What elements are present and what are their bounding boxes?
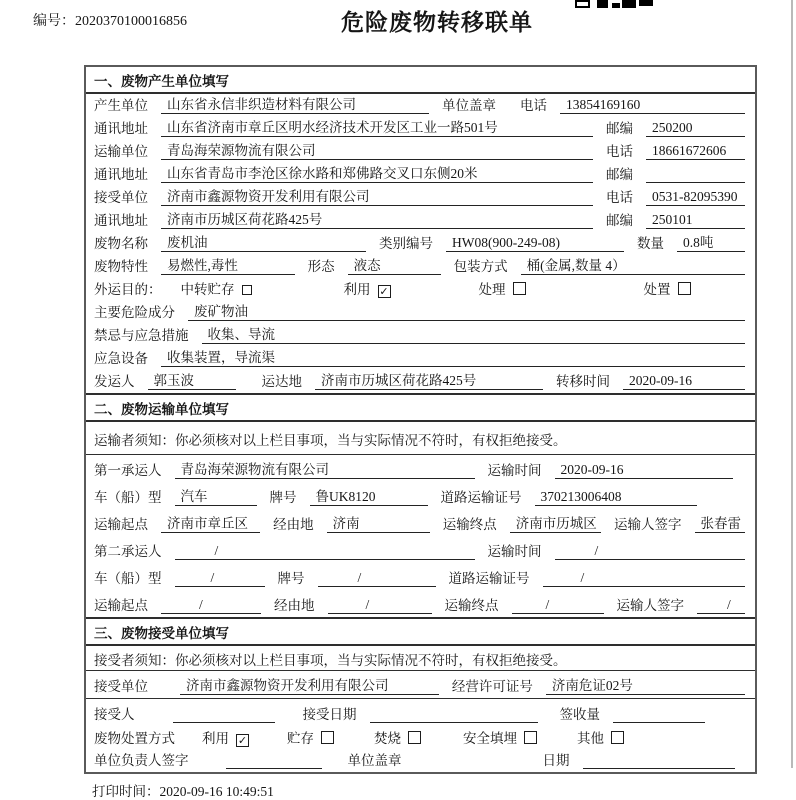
quantity-label: 数量 [637,236,664,251]
phone-label: 电话 [606,190,633,205]
receive-person-label: 接受人 [94,707,135,722]
second-route-via-value: / [328,597,432,614]
waste-trait-value: 易燃性,毒性 [161,254,295,275]
receiver-unit-label: 接受单位 [94,190,148,205]
row-receive-person [86,699,755,726]
row-taboo-measures [86,324,755,347]
carrier-address-value: 山东省青岛市李沧区徐水路和郑佛路交叉口东侧20米 [161,162,593,183]
second-vehicle-type-value: / [175,570,265,587]
form-value: 液态 [348,254,441,275]
route-start-label: 运输起点 [94,598,148,613]
category-code-label: 类别编号 [379,236,433,251]
address-label: 通讯地址 [94,213,148,228]
row-waste-trait [86,255,755,278]
second-plate-value: / [318,570,436,587]
category-code-value: HW08(900-249-08) [446,235,624,252]
row-first-carrier [86,455,755,482]
receiver-address-value: 济南市历城区荷花路425号 [161,208,593,229]
receive-unit-label: 接受单位 [94,679,148,694]
section-receiver-title: 三、废物接受单位填写 [86,617,755,646]
carrier-zip-value [646,166,745,183]
destination-value: 济南市历城区荷花路425号 [315,369,543,390]
carrier-unit-label: 运输单位 [94,144,148,159]
print-time-value: 2020-09-16 10:49:51 [159,784,274,799]
row-carrier-address [86,163,755,186]
first-carrier-value: 青岛海荣源物流有限公司 [175,458,475,479]
section-receiver [86,617,755,772]
first-route-start-value: 济南市章丘区 [161,512,260,533]
second-carrier-value: / [175,543,475,560]
serial-label: 编号： [33,14,75,29]
responsible-sign-value [226,752,322,769]
page-edge [791,0,793,768]
route-start-label: 运输起点 [94,517,148,532]
transporter-sign-label: 运输人签字 [614,517,682,532]
road-permit-label: 道路运输证号 [448,571,530,586]
option-dispose: 处置 [644,278,691,298]
row-receiver-address [86,209,755,232]
receive-date-label: 接受日期 [302,707,357,722]
section-transporter [86,393,755,617]
first-plate-value: 鲁UK8120 [310,485,428,506]
row-carrier-unit [86,140,755,163]
waste-name-value: 废机油 [161,231,366,252]
receiver-unit-value: 济南市鑫源物资开发利用有限公司 [161,185,593,206]
row-first-vehicle [86,482,755,509]
disposal-method-label: 废物处置方式 [94,731,175,746]
second-route-end-value: / [512,597,604,614]
second-route-start-value: / [161,597,261,614]
taboo-measures-value: 收集、导流 [202,323,746,344]
receiver-phone-value: 0531-82095390 [646,189,745,206]
zip-label: 邮编 [606,213,633,228]
waste-trait-label: 废物特性 [94,259,148,274]
transport-time-label: 运输时间 [487,463,542,478]
checkbox-treat [513,282,526,295]
option-disposal-landfill: 安全填埋 [463,727,537,747]
checkbox-disposal-incinerate [408,731,421,744]
serial-value: 2020370100016856 [75,14,187,29]
second-carrier-label: 第二承运人 [94,544,162,559]
first-carrier-label: 第一承运人 [94,463,162,478]
option-disposal-other: 其他 [577,727,624,747]
option-utilize: 利用 ✓ [343,282,389,298]
row-receive-unit [86,671,755,699]
checkbox-disposal-landfill [524,731,537,744]
checkbox-disposal-other [611,731,624,744]
first-transporter-sign-value: 张春雷 [695,512,746,533]
row-waste-name [86,232,755,255]
print-time-label: 打印时间： [92,784,160,799]
seal-date-value [583,752,736,769]
sender-value: 郭玉波 [148,369,236,390]
section-producer [86,67,755,393]
first-route-via-value: 济南 [327,512,430,533]
second-transport-time-value: / [555,543,746,560]
route-end-label: 运输终点 [442,517,497,532]
section-producer-title: 一、废物产生单位填写 [86,67,755,94]
checkbox-dispose [678,282,691,295]
transporter-notice: 运输者须知：你必须核对以上栏目事项，当与实际情况不符时，有权拒绝接受。 [86,422,755,455]
address-label: 通讯地址 [94,167,148,182]
option-disposal-store: 贮存 [287,727,334,747]
page-title: 危险废物转移联单 [341,9,533,35]
hazard-component-value: 废矿物油 [188,300,745,321]
form-label: 形态 [307,259,335,274]
row-producer-address [86,117,755,140]
unit-seal-label: 单位盖章 [442,98,496,113]
checkbox-transit-storage [242,285,252,295]
emergency-equipment-value: 收集装置，导流渠 [161,346,745,367]
checkbox-utilize: ✓ [379,285,389,298]
document-header [0,0,796,65]
address-label: 通讯地址 [94,121,148,136]
row-responsible-sign [86,750,755,772]
quantity-value: 0.8吨 [677,231,745,252]
row-second-vehicle [86,563,755,590]
plate-number-label: 牌号 [277,571,305,586]
zip-label: 邮编 [606,167,633,182]
license-label: 经营许可证号 [451,679,533,694]
row-receiver-unit [86,186,755,209]
unit-seal-label: 单位盖章 [347,753,402,768]
qr-code-fragment-icon [575,0,655,9]
license-value: 济南危证02号 [546,674,745,695]
transfer-time-label: 转移时间 [556,374,610,389]
row-producer-unit [86,94,755,117]
taboo-measures-label: 禁忌与应急措施 [94,328,189,343]
row-first-route [86,509,755,536]
row-second-carrier [86,536,755,563]
first-transport-time-value: 2020-09-16 [555,462,734,479]
receive-person-value [173,706,275,723]
option-transit-storage: 中转贮存 [181,278,252,298]
first-road-permit-value: 370213006408 [535,489,698,506]
vehicle-type-label: 车（船）型 [94,490,162,505]
seal-date-label: 日期 [542,753,570,768]
packaging-value: 桶(金属,数量 4） [521,254,745,275]
first-route-end-value: 济南市历城区 [510,512,601,533]
receipt-amount-value [613,706,705,723]
carrier-unit-value: 青岛海荣源物流有限公司 [161,139,593,160]
transfer-time-value: 2020-09-16 [623,373,745,390]
carrier-phone-value: 18661672606 [646,143,745,160]
destination-label: 运达地 [261,374,302,389]
route-via-label: 经由地 [273,517,314,532]
zip-label: 邮编 [606,121,633,136]
packaging-label: 包装方式 [453,259,508,274]
receipt-amount-label: 签收量 [559,707,600,722]
row-transfer-purpose [86,278,755,301]
vehicle-type-label: 车（船）型 [94,571,162,586]
phone-label: 电话 [606,144,633,159]
receive-unit-value: 济南市鑫源物资开发利用有限公司 [180,674,439,695]
receiver-notice: 接受者须知：你必须核对以上栏目事项，当与实际情况不符时，有权拒绝接受。 [86,646,755,671]
plate-number-label: 牌号 [269,490,297,505]
waste-name-label: 废物名称 [94,236,148,251]
transport-time-label: 运输时间 [487,544,542,559]
hazard-component-label: 主要危险成分 [94,305,175,320]
purpose-label: 外运目的： [94,282,162,297]
option-disposal-utilize: 利用 ✓ [202,731,248,747]
first-vehicle-type-value: 汽车 [175,485,257,506]
producer-phone-value: 13854169160 [560,97,745,114]
receive-date-value [370,706,538,723]
producer-address-value: 山东省济南市章丘区明水经济技术开发区工业一路501号 [161,116,593,137]
second-road-permit-value: / [543,570,746,587]
row-second-route [86,590,755,617]
second-transporter-sign-value: / [697,597,745,614]
producer-zip-value: 250200 [646,120,745,137]
sender-label: 发运人 [94,374,135,389]
receiver-zip-value: 250101 [646,212,745,229]
row-hazard-component [86,301,755,324]
checkbox-disposal-utilize: ✓ [237,734,248,747]
road-permit-label: 道路运输证号 [440,490,522,505]
phone-label: 电话 [520,98,547,113]
row-sender [86,370,755,393]
emergency-equipment-label: 应急设备 [94,351,148,366]
row-disposal-method [86,726,755,750]
producer-unit-label: 产生单位 [94,98,148,113]
option-disposal-incinerate: 焚烧 [374,727,421,747]
section-transporter-title: 二、废物运输单位填写 [86,393,755,422]
checkbox-disposal-store [321,731,334,744]
producer-unit-value: 山东省永信非织造材料有限公司 [161,93,429,114]
responsible-sign-label: 单位负责人签字 [94,753,189,768]
route-end-label: 运输终点 [444,598,499,613]
option-treat: 处理 [479,278,526,298]
row-emergency-equipment [86,347,755,370]
manifest-form [84,65,757,774]
transporter-sign-label: 运输人签字 [616,598,684,613]
print-time [92,780,796,800]
route-via-label: 经由地 [274,598,315,613]
